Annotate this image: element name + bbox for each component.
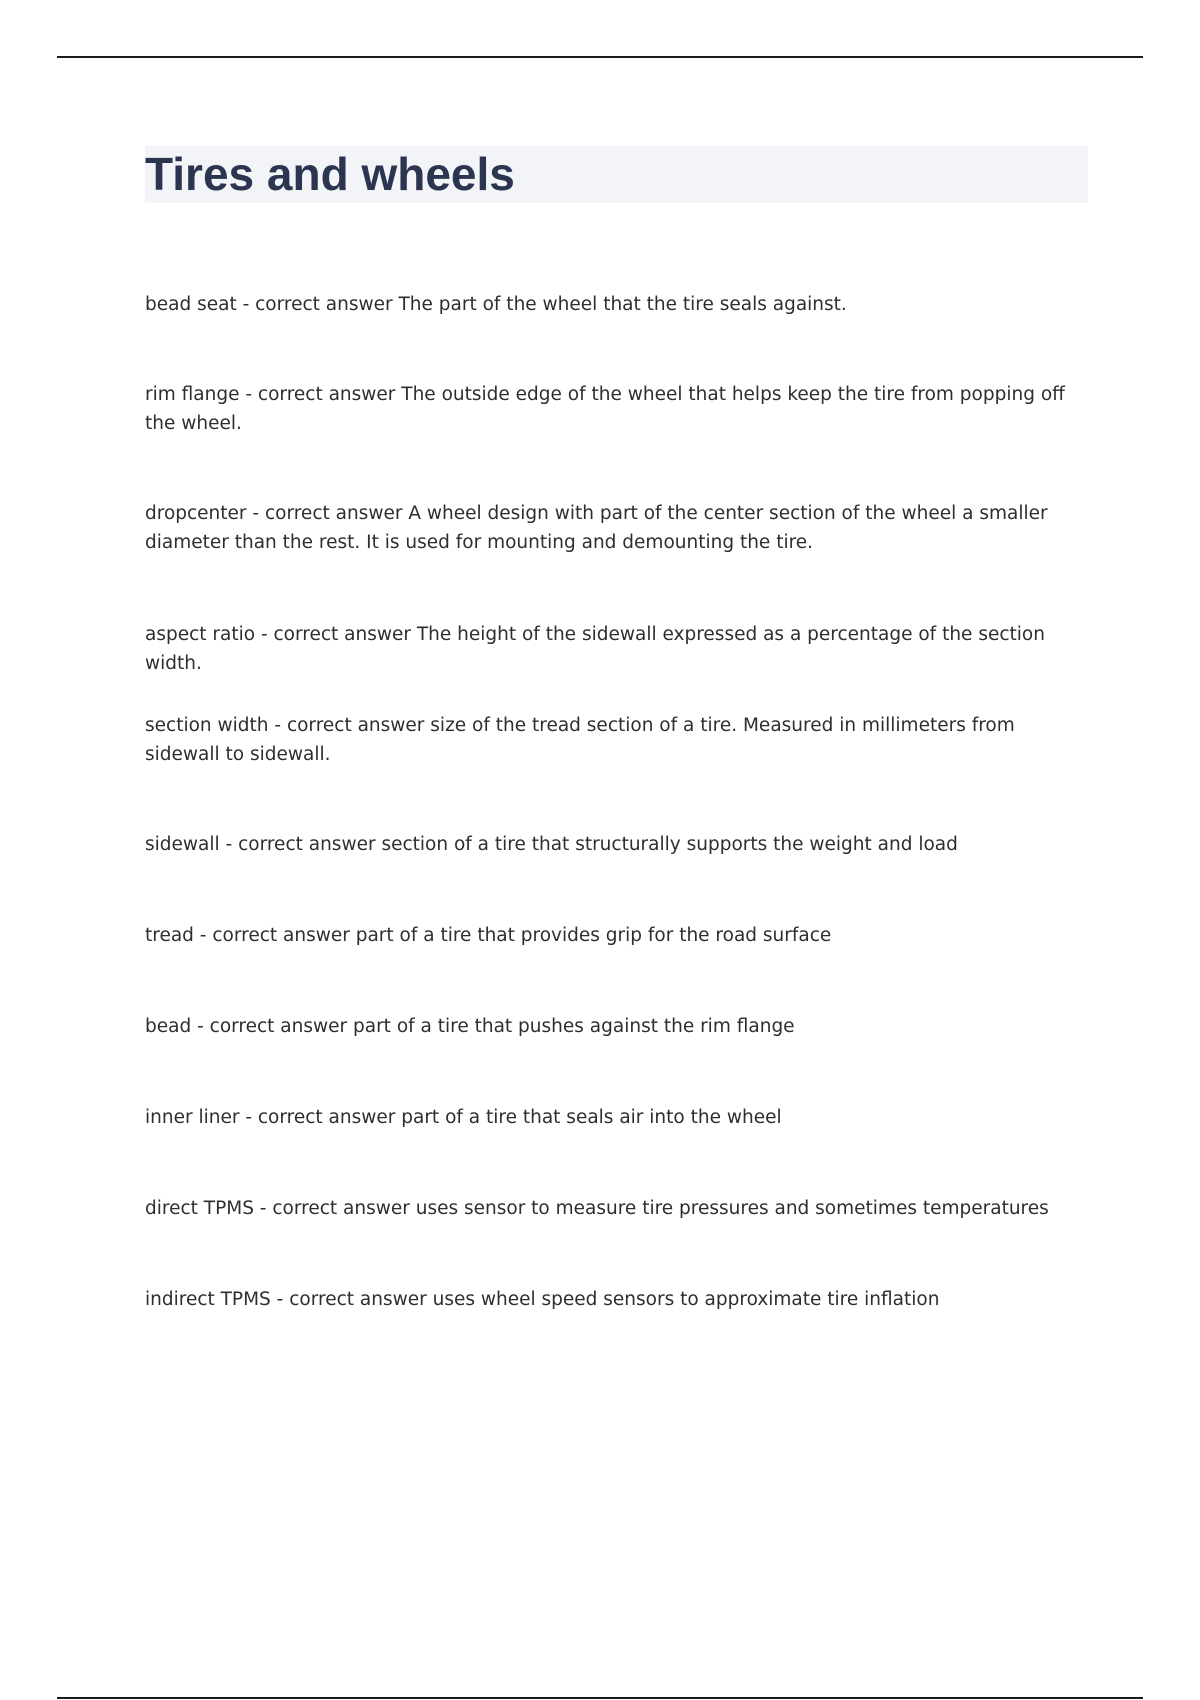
- top-rule: [57, 56, 1143, 58]
- page-title: Tires and wheels: [145, 148, 515, 200]
- qa-entry-bead-seat: bead seat - correct answer The part of the wheel that the tire seals against.: [145, 294, 847, 315]
- qa-entry-indirect-tpms: indirect TPMS - correct answer uses wheel speed sensors to approximate tire inflation: [145, 1289, 940, 1310]
- qa-entry-sidewall: sidewall - correct answer section of a tire that structurally supports the weight and load: [145, 834, 958, 855]
- qa-entry-bead: bead - correct answer part of a tire that pushes against the rim flange: [145, 1016, 795, 1037]
- qa-entry-rim-flange: rim flange - correct answer The outside edge of the wheel that helps keep the tire from popping off the wheel.: [145, 384, 1065, 434]
- qa-entry-tread: tread - correct answer part of a tire that provides grip for the road surface: [145, 925, 832, 946]
- qa-entry-dropcenter: dropcenter - correct answer A wheel design with part of the center section of the wheel a smaller diameter than the rest. It is used for mounting and demounting the tire.: [145, 503, 1048, 553]
- qa-entry-direct-tpms: direct TPMS - correct answer uses sensor to measure tire pressures and sometimes temperatures: [145, 1198, 1049, 1219]
- qa-entry-section-width: section width - correct answer size of the tread section of a tire. Measured in millimeters from sidewall to sidewall.: [145, 715, 1015, 765]
- qa-entry-inner-liner: inner liner - correct answer part of a tire that seals air into the wheel: [145, 1107, 782, 1128]
- qa-entry-aspect-ratio: aspect ratio - correct answer The height of the sidewall expressed as a percentage of the section width.: [145, 624, 1045, 674]
- bottom-rule: [57, 1697, 1143, 1699]
